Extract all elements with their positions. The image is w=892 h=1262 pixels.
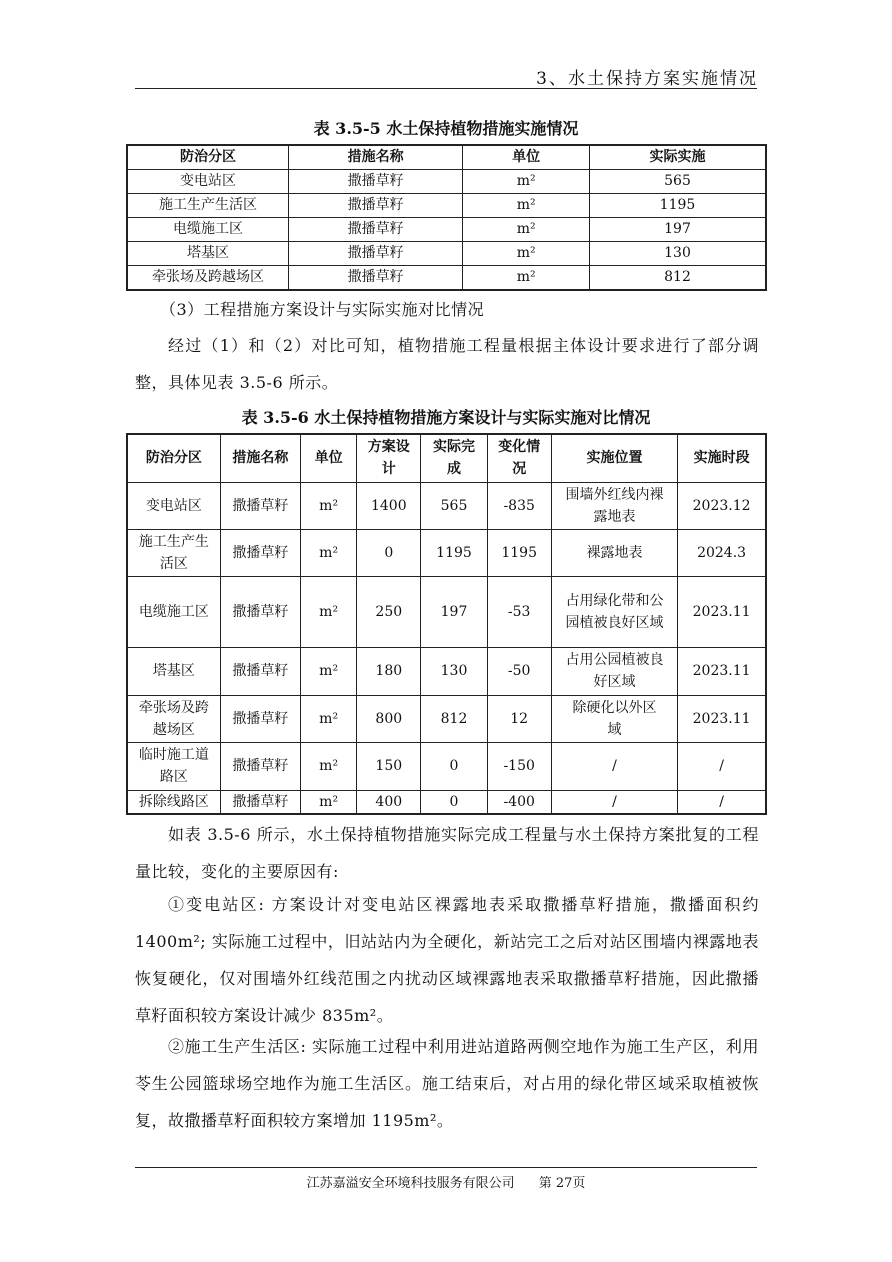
table-row — [127, 218, 766, 242]
table-row — [127, 695, 766, 742]
table-cell: 撒播草籽 — [220, 647, 300, 695]
table-cell: 812 — [421, 695, 487, 742]
table-cell: m² — [463, 194, 590, 218]
table1-header: 实际实施 — [589, 145, 766, 170]
table-cell: m² — [301, 647, 357, 695]
footer-page-number: 第 27页 — [538, 1176, 586, 1191]
table-cell: -50 — [487, 647, 551, 695]
table-cell: 1195 — [421, 529, 487, 576]
table-cell: 撒播草籽 — [288, 218, 462, 242]
table-cell: 占用绿化带和公园植被良好区域 — [551, 576, 677, 647]
table2 — [126, 433, 767, 815]
table-cell: / — [678, 790, 766, 814]
table2-header: 实际完成 — [421, 434, 487, 482]
table2-header: 实施位置 — [551, 434, 677, 482]
table-row — [127, 742, 766, 790]
table-cell: 撒播草籽 — [288, 266, 462, 291]
table-cell: 150 — [357, 742, 421, 790]
table-row — [127, 647, 766, 695]
table-row — [127, 576, 766, 647]
table-cell: 1195 — [589, 194, 766, 218]
table-cell: 12 — [487, 695, 551, 742]
table-cell: 565 — [421, 482, 487, 529]
table-cell: 撒播草籽 — [288, 194, 462, 218]
table-cell: 2023.11 — [678, 647, 766, 695]
table-cell: 0 — [357, 529, 421, 576]
table1-header: 防治分区 — [127, 145, 288, 170]
table-cell: m² — [301, 529, 357, 576]
table-cell: m² — [301, 482, 357, 529]
table-cell: 塔基区 — [127, 242, 288, 266]
table2-header-row — [127, 434, 766, 482]
table-cell: 撒播草籽 — [220, 482, 300, 529]
table1 — [126, 144, 767, 291]
paragraph: ①变电站区: 方案设计对变电站区裸露地表采取撒播草籽措施，撒播面积约 1400m²; 实际施工过程中，旧站站内为全硬化，新站完工之后对站区围墙内裸露地表恢复硬化，仅对围墙外红线范围之内扰动区域裸露地表采取撒播草籽措施，因此撒播草籽面积较方案设计减少 835m²。 — [135, 895, 759, 1025]
table-row — [127, 790, 766, 814]
table2-header: 措施名称 — [220, 434, 300, 482]
table-row — [127, 266, 766, 291]
table2-header: 实施时段 — [678, 434, 766, 482]
table-cell: 施工生产生活区 — [127, 194, 288, 218]
table-cell: 2023.12 — [678, 482, 766, 529]
table-row — [127, 242, 766, 266]
table-row — [127, 529, 766, 576]
table-cell: -400 — [487, 790, 551, 814]
table-cell: 197 — [589, 218, 766, 242]
table-cell: / — [678, 742, 766, 790]
table-cell: 撒播草籽 — [220, 695, 300, 742]
table-row — [127, 194, 766, 218]
table1-header: 单位 — [463, 145, 590, 170]
table-cell: 撒播草籽 — [288, 170, 462, 194]
table-cell: 电缆施工区 — [127, 576, 220, 647]
table-cell: 250 — [357, 576, 421, 647]
table-cell: 撒播草籽 — [220, 529, 300, 576]
paragraph: 如表 3.5-6 所示，水土保持植物措施实际完成工程量与水土保持方案批复的工程量比较，变化的主要原因有: — [135, 825, 759, 881]
table-cell: 占用公园植被良好区域 — [551, 647, 677, 695]
footer-rule — [135, 1167, 757, 1168]
table-cell: 197 — [421, 576, 487, 647]
table-cell: 180 — [357, 647, 421, 695]
table-row — [127, 482, 766, 529]
table-cell: m² — [301, 790, 357, 814]
table-cell: 0 — [421, 790, 487, 814]
table-cell: 变电站区 — [127, 170, 288, 194]
table-cell: 牵张场及跨越场区 — [127, 695, 220, 742]
table-cell: / — [551, 742, 677, 790]
table2-header: 方案设计 — [357, 434, 421, 482]
table-cell: m² — [301, 742, 357, 790]
page-footer — [0, 1172, 892, 1191]
table-cell: 撒播草籽 — [220, 742, 300, 790]
paragraph: 经过（1）和（2）对比可知，植物措施工程量根据主体设计要求进行了部分调整，具体见表 3.5-6 所示。 — [135, 336, 759, 392]
table-cell: 除硬化以外区域 — [551, 695, 677, 742]
table-cell: 牵张场及跨越场区 — [127, 266, 288, 291]
paragraph: ②施工生产生活区: 实际施工过程中利用进站道路两侧空地作为施工生产区，利用苓生公园篮球场空地作为施工生活区。施工结束后，对占用的绿化带区域采取植被恢复，故撒播草籽面积较方案增加 1195m²。 — [135, 1037, 759, 1130]
table2-header: 变化情况 — [487, 434, 551, 482]
table2-header: 单位 — [301, 434, 357, 482]
section-title: 3、水土保持方案实施情况 — [536, 69, 758, 89]
table-cell: m² — [463, 242, 590, 266]
table-cell: 电缆施工区 — [127, 218, 288, 242]
table-cell: 塔基区 — [127, 647, 220, 695]
table1-header-row — [127, 145, 766, 170]
table1-header: 措施名称 — [288, 145, 462, 170]
table-cell: m² — [463, 218, 590, 242]
table-cell: 变电站区 — [127, 482, 220, 529]
table-cell: 撒播草籽 — [220, 576, 300, 647]
table-cell: m² — [301, 576, 357, 647]
table-cell: 1400 — [357, 482, 421, 529]
table2-header: 防治分区 — [127, 434, 220, 482]
table-cell: 2024.3 — [678, 529, 766, 576]
table-cell: m² — [301, 695, 357, 742]
table-cell: 裸露地表 — [551, 529, 677, 576]
table-cell: 施工生产生活区 — [127, 529, 220, 576]
table-cell: 400 — [357, 790, 421, 814]
table-cell: 130 — [589, 242, 766, 266]
table-cell: 0 — [421, 742, 487, 790]
table-cell: 2023.11 — [678, 695, 766, 742]
table-row — [127, 170, 766, 194]
table2-caption: 表 3.5-6 水土保持植物措施方案设计与实际实施对比情况 — [241, 408, 651, 427]
table-cell: 565 — [589, 170, 766, 194]
table-cell: m² — [463, 170, 590, 194]
table-cell: 130 — [421, 647, 487, 695]
table-cell: m² — [463, 266, 590, 291]
table-cell: 800 — [357, 695, 421, 742]
table-cell: 1195 — [487, 529, 551, 576]
table-cell: -150 — [487, 742, 551, 790]
table-cell: 临时施工道路区 — [127, 742, 220, 790]
table-cell: 撒播草籽 — [288, 242, 462, 266]
table-cell: -835 — [487, 482, 551, 529]
table-cell: -53 — [487, 576, 551, 647]
table-cell: 2023.11 — [678, 576, 766, 647]
table-cell: 围墙外红线内裸露地表 — [551, 482, 677, 529]
table-cell: 拆除线路区 — [127, 790, 220, 814]
table-cell: 撒播草籽 — [220, 790, 300, 814]
table1-caption: 表 3.5-5 水土保持植物措施实施情况 — [313, 119, 579, 138]
paragraph-subheading: （3）工程措施方案设计与实际实施对比情况 — [160, 300, 485, 319]
footer-company: 江苏嘉溢安全环境科技服务有限公司 — [306, 1176, 515, 1191]
table-cell: 812 — [589, 266, 766, 291]
table-cell: / — [551, 790, 677, 814]
header-rule — [135, 88, 757, 89]
